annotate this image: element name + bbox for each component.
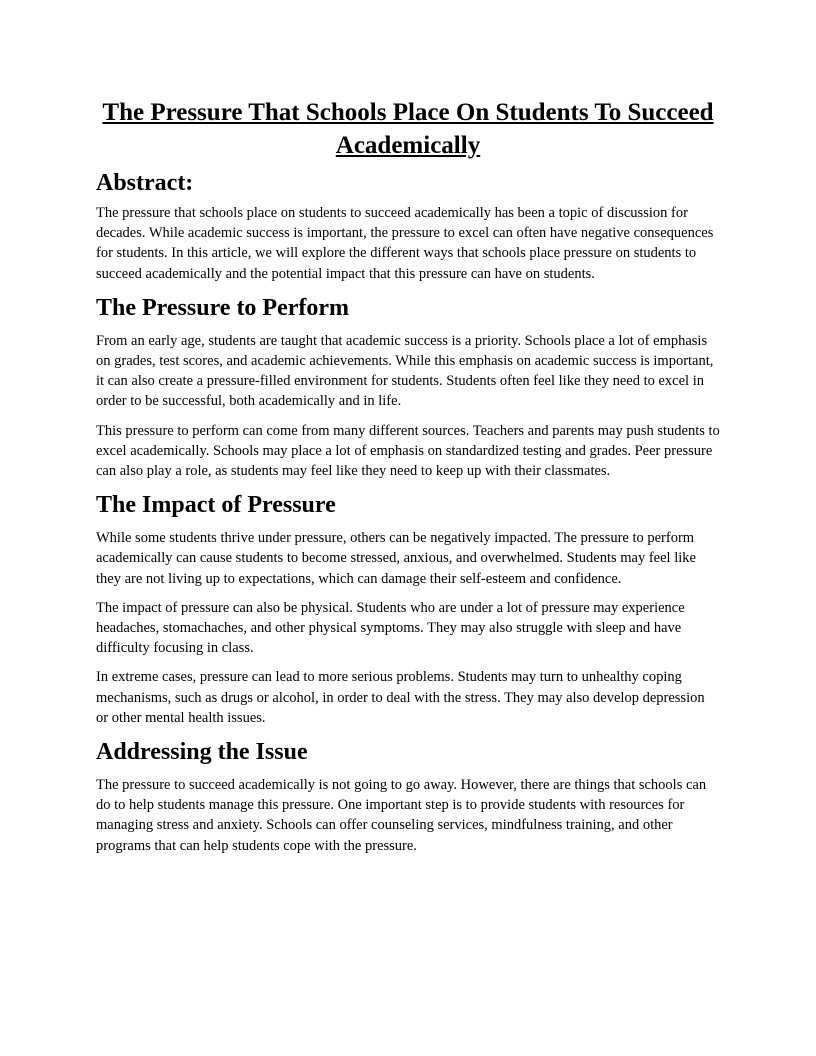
section-heading-impact-of-pressure: The Impact of Pressure [96,492,336,519]
section-heading-addressing-the-issue: Addressing the Issue [96,739,308,766]
paragraph: In extreme cases, pressure can lead to more serious problems. Students may turn to unhealthy coping mechanisms, such as drugs or alcohol, in order to deal with the stress. They may also develop depression or other mental health issues. [96,669,705,726]
paragraph: This pressure to perform can come from many different sources. Teachers and parents may push students to excel academically. Schools may place a lot of emphasis on standardized testing and grades. Peer pressure can also play a role, as students may feel like they need to keep up with their classmates. [96,422,720,480]
abstract-heading: Abstract: [96,170,194,196]
abstract-paragraph: The pressure that schools place on students to succeed academically has been a topic of discussion for decades. While academic success is important, the pressure to excel can often have negative consequences for students. In this article, we will explore the different ways that schools place pressure on students to succeed academically and the potential impact that this pressure can have on students. [96,205,714,282]
paragraph: From an early age, students are taught that academic success is a priority. Schools place a lot of emphasis on grades, test scores, and academic achievements. While this emphasis on academic success is important, it can also create a pressure-filled environment for students. Students often feel like they need to excel in order to be successful, both academically and in life. [96,332,714,410]
document-title: The Pressure That Schools Place On Students To Succeed Academically [102,99,714,159]
paragraph: While some students thrive under pressure, others can be negatively impacted. The pressure to perform academically can cause students to become stressed, anxious, and overwhelmed. Students may feel like they are not living up to expectations, which can damage their self-esteem and confidence. [96,530,696,587]
section-heading-pressure-to-perform: The Pressure to Perform [96,294,350,321]
paragraph: The impact of pressure can also be physical. Students who are under a lot of pressure may experience headaches, stomachaches, and other physical symptoms. They may also struggle with sleep and have difficulty focusing in class. [96,599,685,657]
paragraph: The pressure to succeed academically is not going to go away. However, there are things that schools can do to help students manage this pressure. One important step is to provide students with resources for managing stress and anxiety. Schools can offer counseling services, mindfulness training, and other programs that can help students cope with the pressure. [96,777,707,854]
document-page [96,96,720,865]
